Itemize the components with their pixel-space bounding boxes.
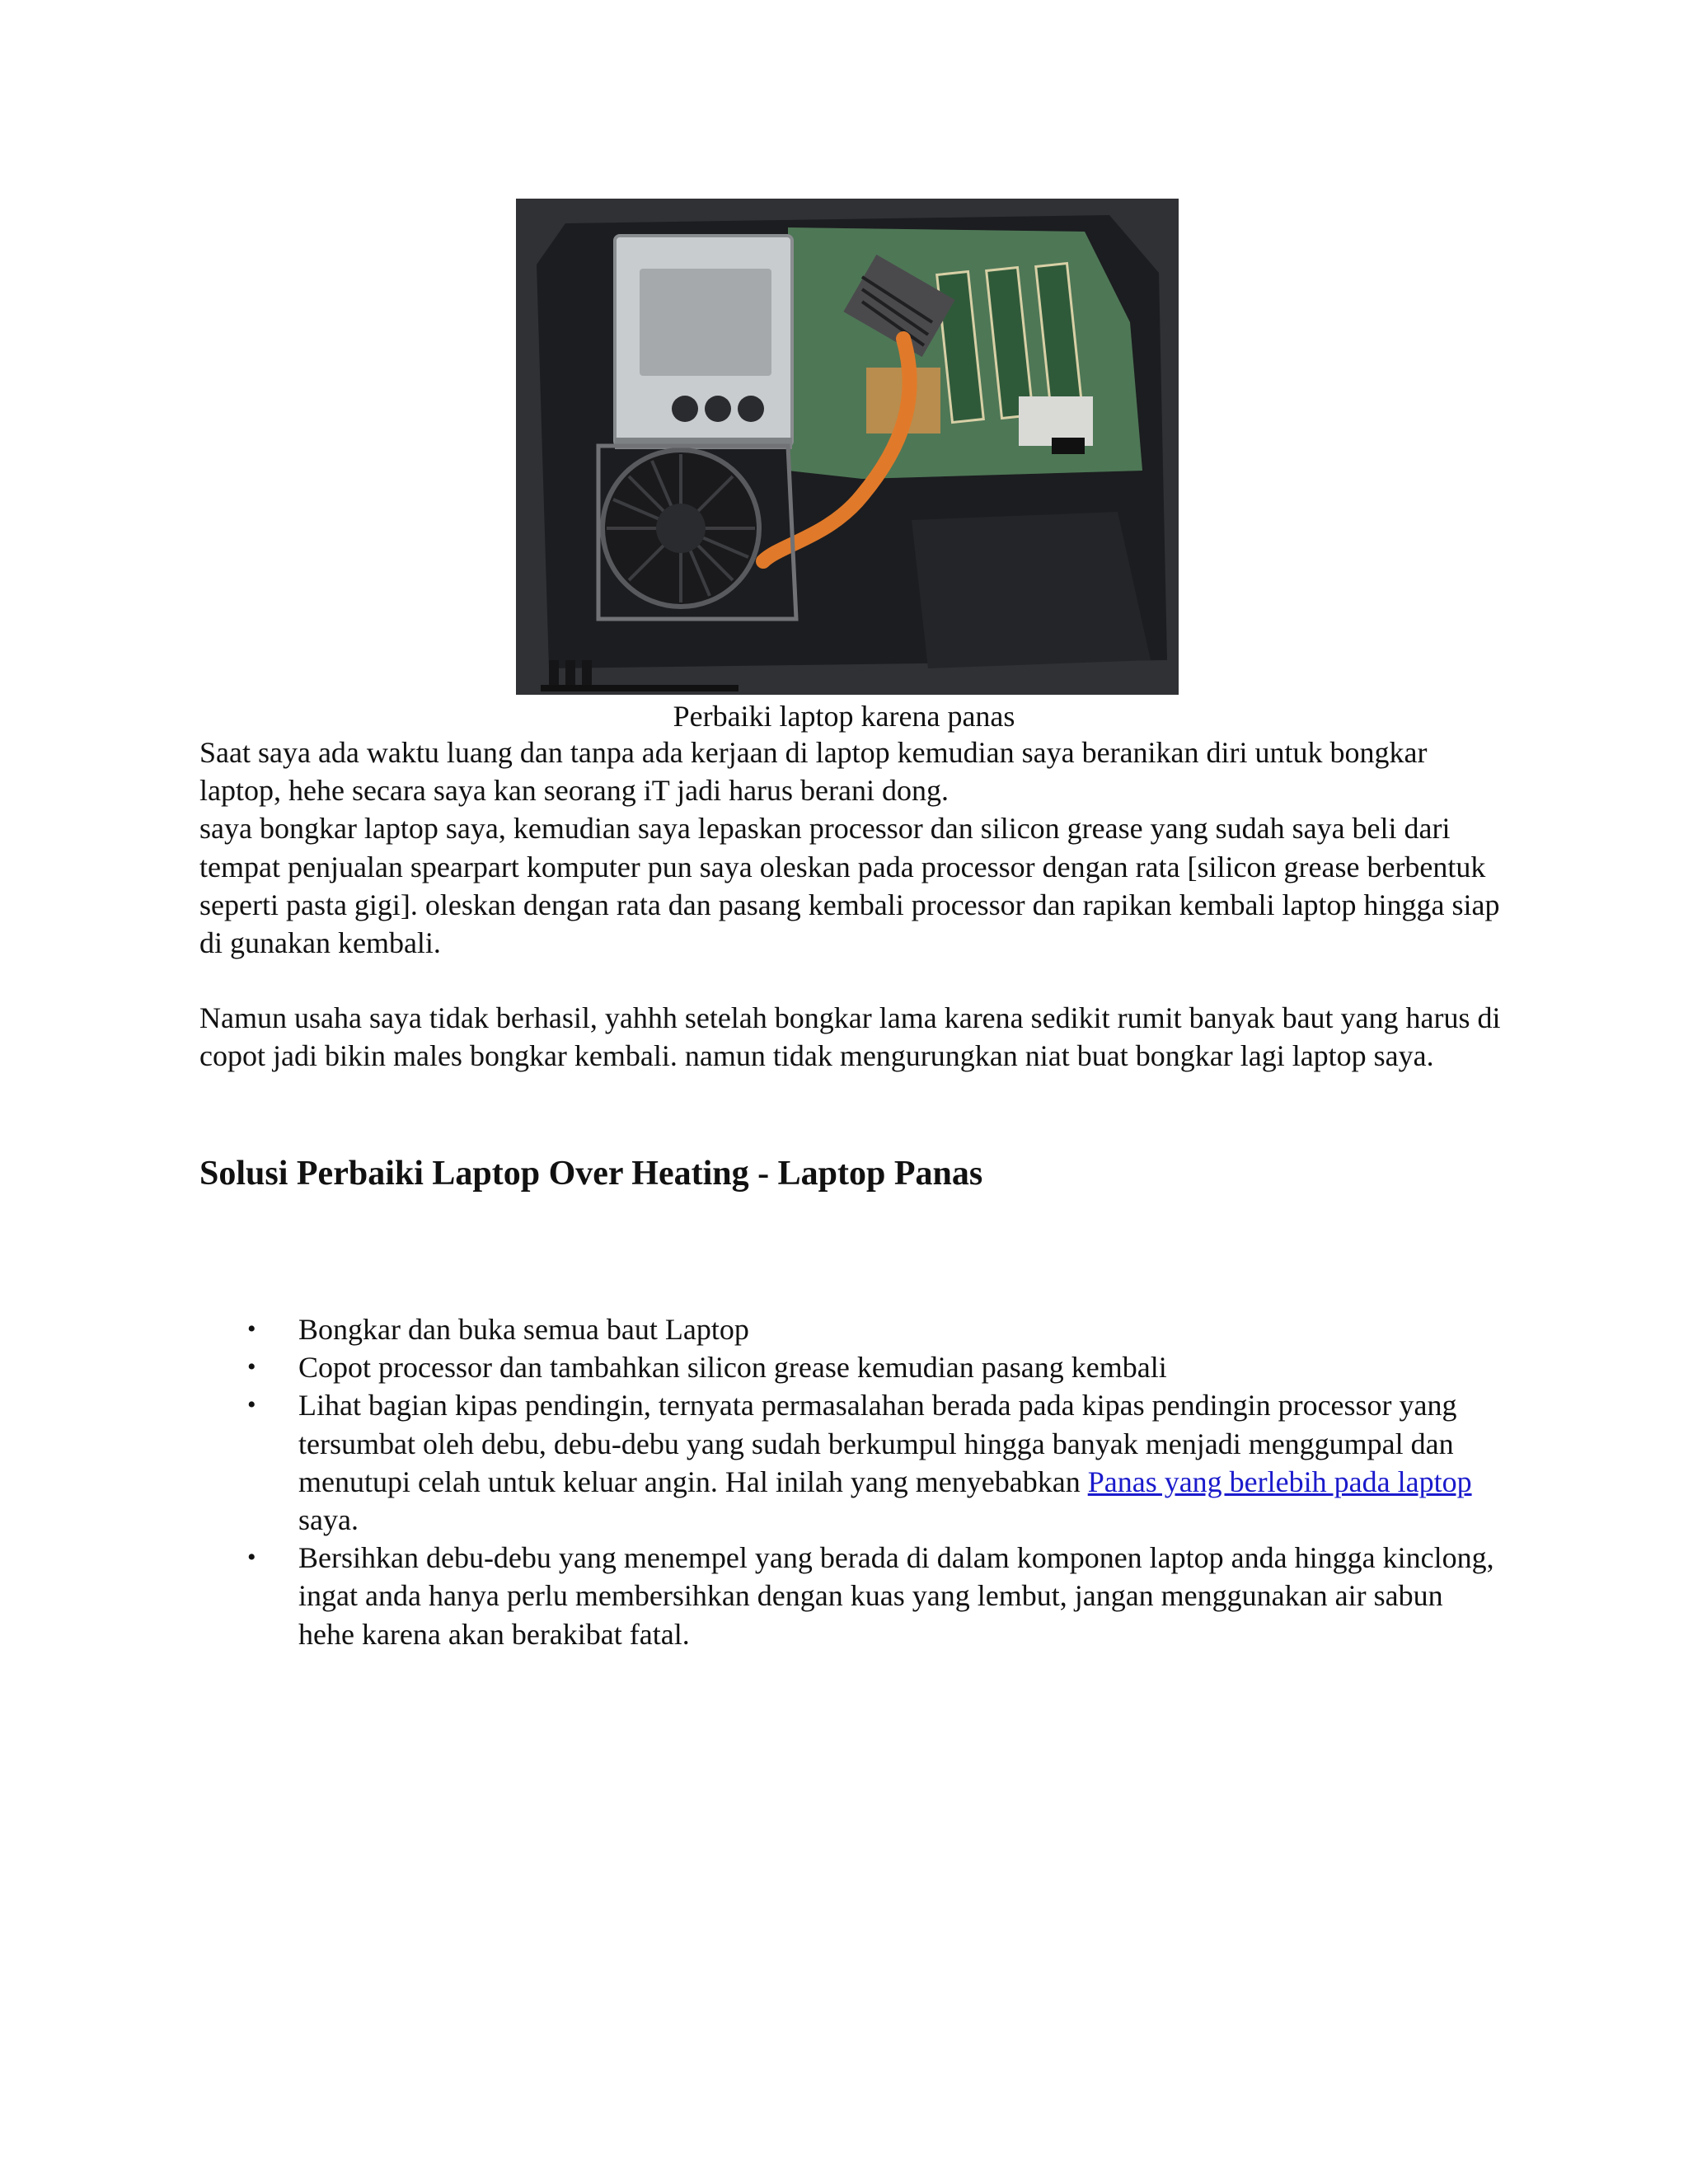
- section-heading: Solusi Perbaiki Laptop Over Heating - Laptop Panas: [199, 1155, 983, 1193]
- step-text: Bersihkan debu-debu yang menempel yang berada di dalam komponen laptop anda hingga kinclong, ingat anda hanya perlu membersihkan dengan kuas yang lembut, jangan menggunakan air sabun hehe karena akan berakibat fatal.: [298, 1541, 1494, 1651]
- step-text: Copot processor dan tambahkan silicon grease kemudian pasang kembali: [298, 1351, 1167, 1385]
- list-item: [199, 1386, 1502, 1539]
- step-text-after-link: saya.: [298, 1503, 359, 1537]
- step-text-before-link: Lihat bagian kipas pendingin, ternyata permasalahan berada pada kipas pendingin processor yang tersumbat oleh debu, debu-debu yang sudah berkumpul hingga banyak menjadi menggumpal dan menutupi celah untuk keluar angin. Hal inilah yang menyebabkan: [298, 1389, 1457, 1498]
- intro-line-2: saya bongkar laptop saya, kemudian saya lepaskan processor dan silicon grease yang sudah saya beli dari tempat penjualan spearpart komputer pun saya oleskan pada processor dengan rata [silicon grease berbentuk seperti pasta gigi]. oleskan dengan rata dan pasang kembali processor dan rapikan kembali laptop hingga siap di gunakan kembali.: [199, 812, 1500, 960]
- intro-line-1: Saat saya ada waktu luang dan tanpa ada kerjaan di laptop kemudian saya beranikan diri untuk bongkar laptop, hehe secara saya kan seorang iT jadi harus berani dong.: [199, 736, 1428, 808]
- list-item: [199, 1310, 1502, 1348]
- intro-paragraph: [199, 733, 1502, 962]
- steps-list: [199, 1310, 1502, 1653]
- panas-laptop-link[interactable]: Panas yang berlebih pada laptop: [1087, 1465, 1472, 1498]
- list-item: [199, 1539, 1502, 1653]
- figure-caption: Perbaiki laptop karena panas: [673, 700, 1015, 733]
- bullet-icon: •: [247, 1391, 256, 1419]
- bullet-icon: •: [247, 1353, 256, 1381]
- bullet-icon: •: [247, 1315, 256, 1343]
- list-item: [199, 1348, 1502, 1386]
- second-paragraph-text: Namun usaha saya tidak berhasil, yahhh setelah bongkar lama karena sedikit rumit banyak baut yang harus di copot jadi bikin males bongkar kembali. namun tidak mengurungkan niat buat bongkar lagi laptop saya.: [199, 1001, 1501, 1073]
- second-paragraph: [199, 999, 1502, 1075]
- step-text: Bongkar dan buka semua baut Laptop: [298, 1313, 749, 1346]
- laptop-internals-photo: [516, 199, 1179, 695]
- bullet-icon: •: [247, 1544, 256, 1572]
